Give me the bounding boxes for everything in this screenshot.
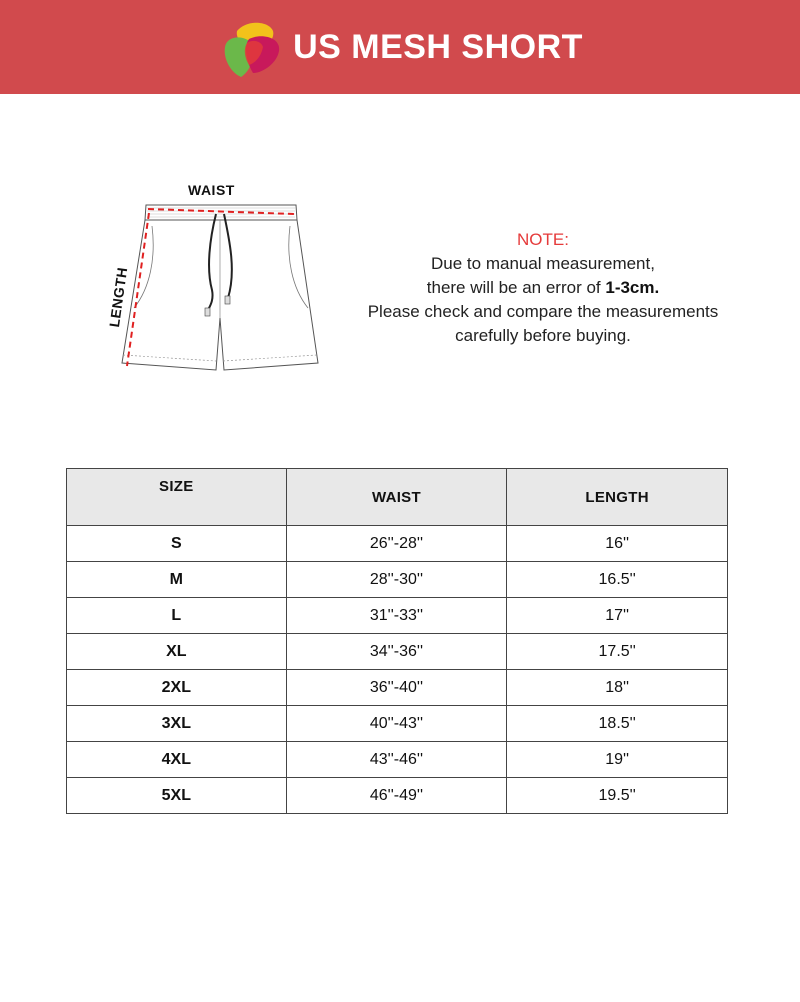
cell-length: 19'' — [507, 742, 728, 778]
shorts-diagram — [100, 178, 340, 383]
cell-length: 17'' — [507, 598, 728, 634]
note-line-1: Due to manual measurement, — [431, 254, 655, 273]
header-size: SIZE — [67, 469, 287, 526]
cell-size: L — [67, 598, 287, 634]
waist-diagram-label: WAIST — [188, 182, 235, 198]
page-title: US MESH SHORT — [293, 27, 583, 66]
note-line-2 — [343, 276, 743, 300]
size-chart-table — [66, 468, 728, 814]
cell-size: 4XL — [67, 742, 287, 778]
note-title: NOTE: — [517, 230, 569, 249]
cell-length: 17.5'' — [507, 634, 728, 670]
header-waist: WAIST — [286, 469, 507, 526]
table-row — [67, 670, 728, 706]
tri-color-leaf-logo-icon — [217, 17, 287, 81]
cell-length: 18.5'' — [507, 706, 728, 742]
header-banner — [0, 0, 800, 94]
cell-size: 3XL — [67, 706, 287, 742]
note-error-range: 1-3cm. — [605, 278, 660, 297]
cell-length: 16'' — [507, 526, 728, 562]
cell-waist: 28''-30'' — [286, 562, 507, 598]
table-row — [67, 706, 728, 742]
cell-size: M — [67, 562, 287, 598]
cell-waist: 36''-40'' — [286, 670, 507, 706]
shorts-illustration — [100, 178, 340, 383]
table-row — [67, 598, 728, 634]
note-line-4: carefully before buying. — [455, 326, 631, 345]
table-row — [67, 526, 728, 562]
cell-waist: 40''-43'' — [286, 706, 507, 742]
table-row — [67, 634, 728, 670]
length-diagram-label: LENGTH — [106, 266, 131, 329]
cell-size: 5XL — [67, 778, 287, 814]
table-row — [67, 742, 728, 778]
cell-length: 19.5'' — [507, 778, 728, 814]
cell-size: XL — [67, 634, 287, 670]
table-row — [67, 778, 728, 814]
header-length: LENGTH — [507, 469, 728, 526]
cell-waist: 43''-46'' — [286, 742, 507, 778]
cell-length: 18'' — [507, 670, 728, 706]
cell-size: 2XL — [67, 670, 287, 706]
note-line-3: Please check and compare the measurements — [367, 302, 719, 321]
cell-size: S — [67, 526, 287, 562]
cell-waist: 26''-28'' — [286, 526, 507, 562]
cell-waist: 31''-33'' — [286, 598, 507, 634]
table-row — [67, 562, 728, 598]
cell-waist: 34''-36'' — [286, 634, 507, 670]
table-header-row — [67, 469, 728, 526]
note-line-2-text: there will be an error of — [426, 278, 606, 297]
cell-length: 16.5'' — [507, 562, 728, 598]
measurement-note — [343, 228, 743, 348]
cell-waist: 46''-49'' — [286, 778, 507, 814]
